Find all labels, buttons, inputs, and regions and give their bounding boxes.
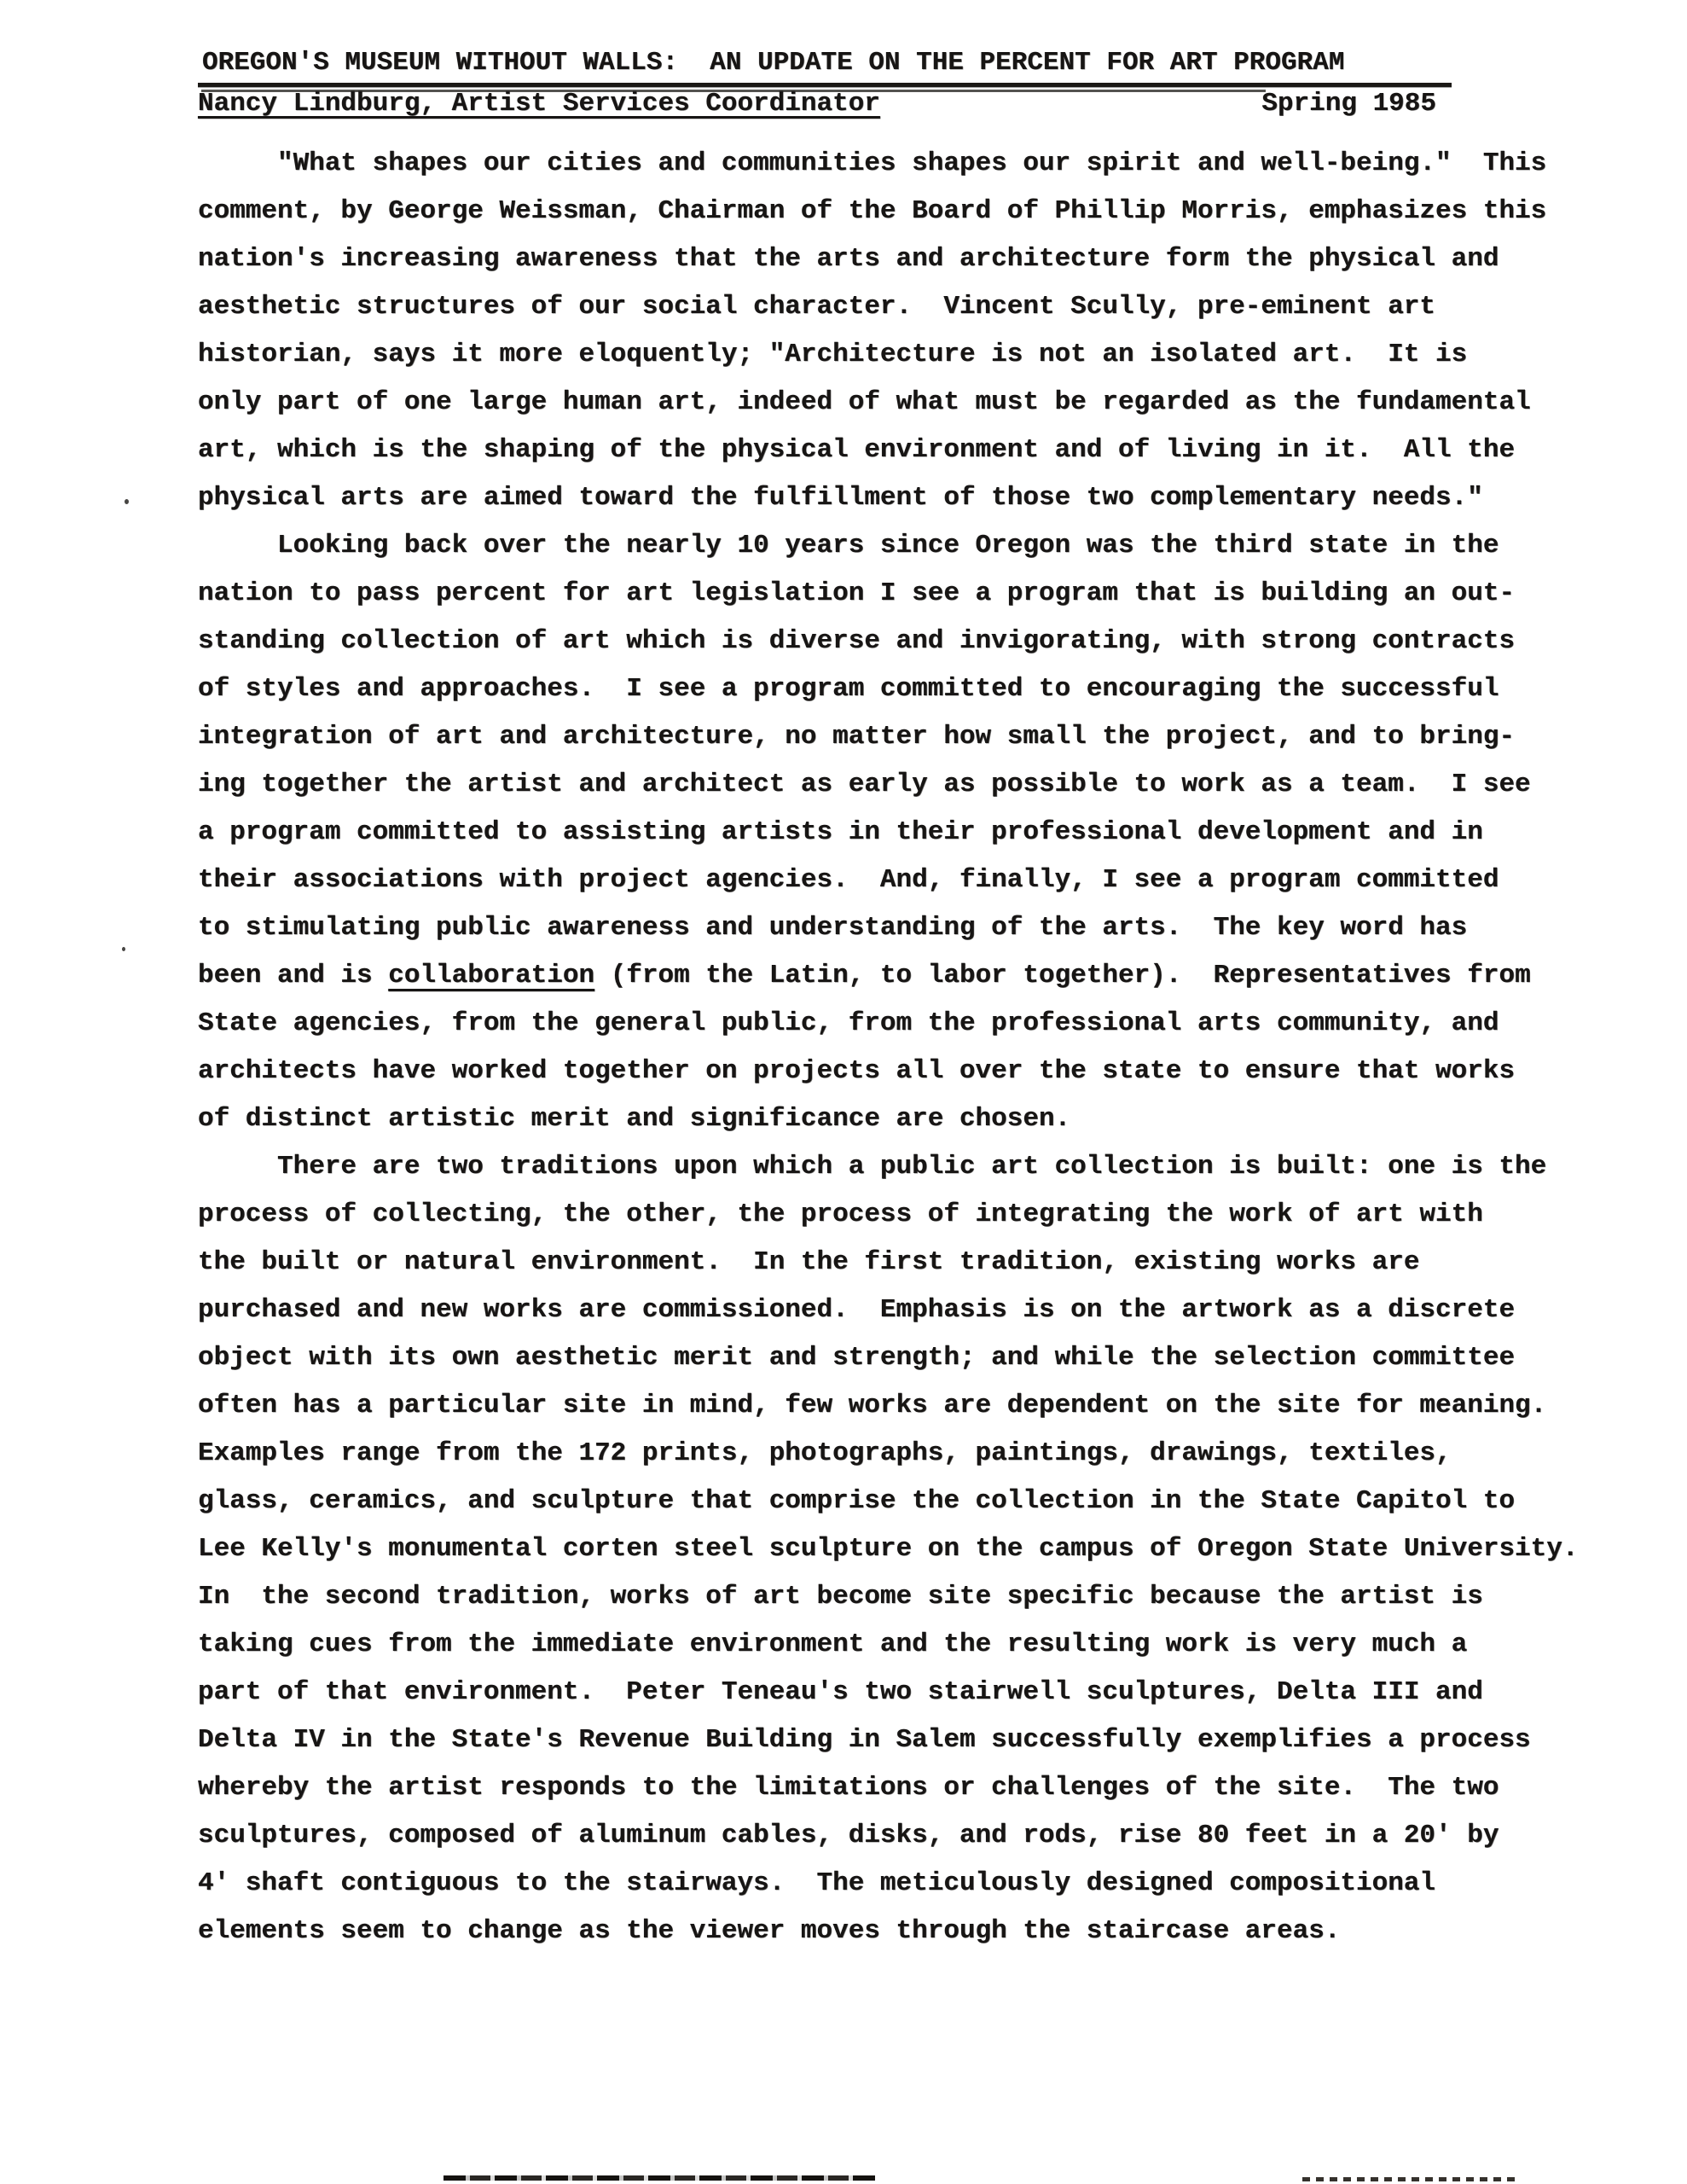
text-line: In the second tradition, works of art become site specific because the artist is: [198, 1582, 1483, 1612]
text-line: physical arts are aimed toward the fulfillment of those two complementary needs.": [198, 483, 1483, 513]
text-line: nation to pass percent for art legislation I see a program that is building an out-: [198, 578, 1516, 608]
text-line: sculptures, composed of aluminum cables, disks, and rods, rise 80 feet in a 20' by: [198, 1821, 1499, 1850]
scan-speck: [125, 499, 129, 504]
text-line: of styles and approaches. I see a program committed to encouraging the successful: [198, 674, 1499, 704]
author-byline: Nancy Lindburg, Artist Services Coordinator: [198, 89, 880, 119]
text-line: standing collection of art which is diverse and invigorating, with strong contracts: [198, 626, 1516, 656]
text-line: taking cues from the immediate environment and the resulting work is very much a: [198, 1629, 1468, 1659]
text-line: architects have worked together on projects all over the state to ensure that works: [198, 1056, 1516, 1086]
text-line: purchased and new works are commissioned. Emphasis is on the artwork as a discrete: [198, 1295, 1516, 1325]
text-line: art, which is the shaping of the physical environment and of living in it. All the: [198, 435, 1516, 465]
byline-row: [198, 89, 1562, 119]
text-line: integration of art and architecture, no matter how small the project, and to bring-: [198, 722, 1516, 752]
text-line: process of collecting, the other, the process of integrating the work of art with: [198, 1199, 1483, 1229]
document-body: [198, 140, 1614, 1955]
text-line: object with its own aesthetic merit and strength; and while the selection committee: [198, 1343, 1516, 1373]
text-line: Examples range from the 172 prints, photographs, paintings, drawings, textiles,: [198, 1438, 1452, 1468]
text-line: historian, says it more eloquently; "Architecture is not an isolated art. It is: [198, 340, 1468, 369]
text-line: Lee Kelly's monumental corten steel sculpture on the campus of Oregon State University.: [198, 1534, 1579, 1564]
text-line: glass, ceramics, and sculpture that comprise the collection in the State Capitol to: [198, 1486, 1516, 1516]
text-line: elements seem to change as the viewer moves through the staircase areas.: [198, 1916, 1341, 1946]
text-line: whereby the artist responds to the limitations or challenges of the site. The two: [198, 1773, 1499, 1803]
text-line: to stimulating public awareness and understanding of the arts. The key word has: [198, 913, 1468, 943]
text-line: nation's increasing awareness that the arts and architecture form the physical and: [198, 244, 1499, 274]
text-line: State agencies, from the general public, from the professional arts community, and: [198, 1008, 1499, 1038]
text-line: been and is collaboration (from the Latin, to labor together). Representatives from: [198, 961, 1531, 990]
scan-artifact-line: [1302, 2177, 1521, 2181]
text-line: There are two traditions upon which a public art collection is built: one is the: [198, 1152, 1547, 1182]
underlined-phrase: collaboration: [388, 961, 595, 990]
text-line: comment, by George Weissman, Chairman of the Board of Phillip Morris, emphasizes this: [198, 196, 1547, 226]
text-line: the built or natural environment. In the first tradition, existing works are: [198, 1247, 1420, 1277]
text-line: Looking back over the nearly 10 years since Oregon was the third state in the: [198, 531, 1499, 561]
text-line: a program committed to assisting artists in their professional development and in: [198, 817, 1483, 847]
text-line: 4' shaft contiguous to the stairways. The meticulously designed compositional: [198, 1868, 1436, 1898]
text-line: "What shapes our cities and communities shapes our spirit and well-being." This: [198, 148, 1547, 178]
document-title: OREGON'S MUSEUM WITHOUT WALLS: AN UPDATE ON THE PERCENT FOR ART PROGRAM: [202, 48, 1345, 78]
text-line: part of that environment. Peter Teneau's two stairwell sculptures, Delta III and: [198, 1677, 1483, 1707]
date-label: Spring 1985: [1261, 89, 1436, 119]
text-line: ing together the artist and architect as early as possible to work as a team. I see: [198, 770, 1531, 799]
text-line: aesthetic structures of our social character. Vincent Scully, pre-eminent art: [198, 292, 1436, 322]
text-line: Delta IV in the State's Revenue Building in Salem successfully exemplifies a process: [198, 1725, 1531, 1755]
text-line: of distinct artistic merit and significance are chosen.: [198, 1104, 1071, 1134]
scan-artifact-line: [443, 2175, 875, 2181]
text-line: often has a particular site in mind, few works are dependent on the site for meaning.: [198, 1391, 1547, 1420]
scan-speck: [122, 947, 125, 951]
text-line: their associations with project agencies. And, finally, I see a program committed: [198, 865, 1499, 895]
title-underline-rule: [198, 83, 1452, 87]
text-line: only part of one large human art, indeed of what must be regarded as the fundamental: [198, 387, 1531, 417]
